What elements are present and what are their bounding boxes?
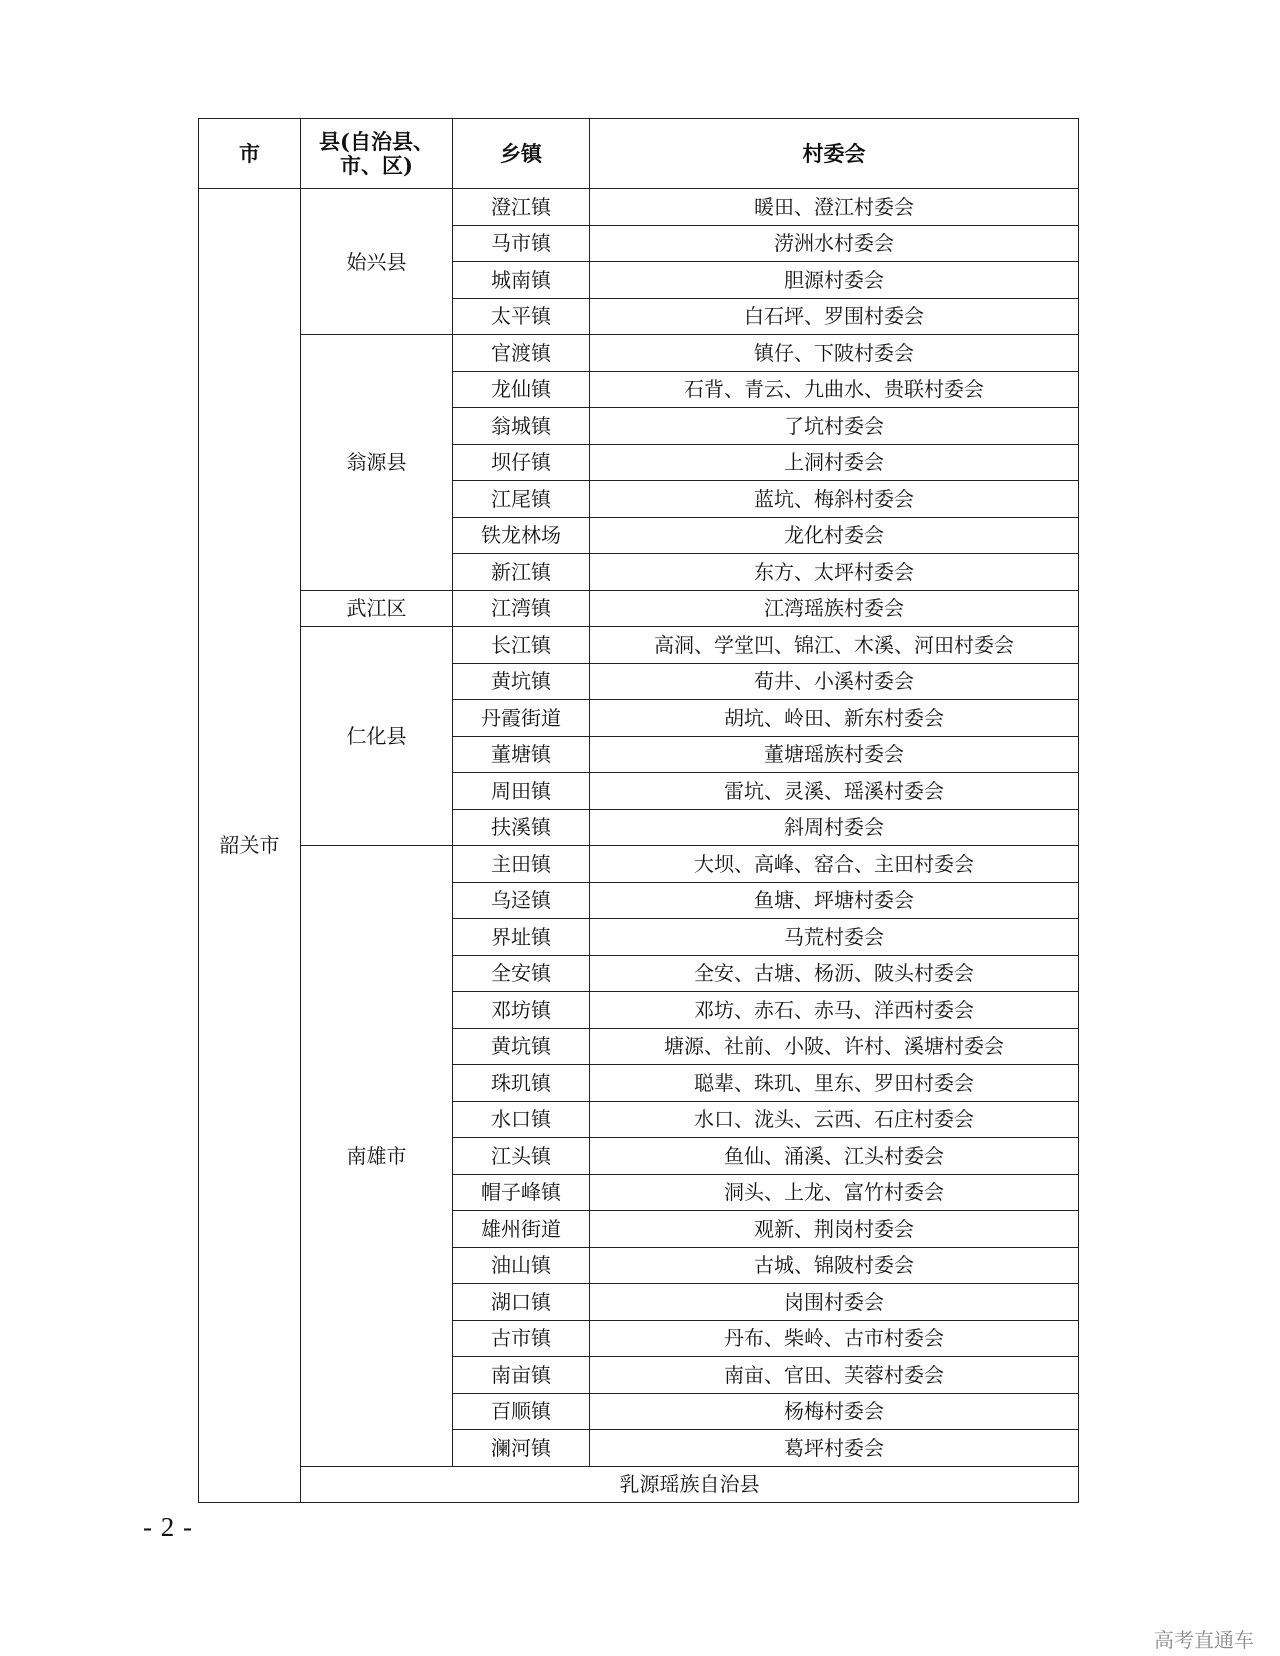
header-village: 村委会	[590, 119, 1079, 189]
town-cell: 龙仙镇	[453, 371, 590, 408]
village-cell: 石背、青云、九曲水、贵联村委会	[590, 371, 1079, 408]
table-header-row	[199, 119, 1079, 189]
village-cell: 涝洲水村委会	[590, 225, 1079, 262]
village-cell: 龙化村委会	[590, 517, 1079, 554]
village-cell: 鱼塘、坪塘村委会	[590, 882, 1079, 919]
city-cell: 韶关市	[199, 189, 301, 1503]
town-cell: 珠玑镇	[453, 1065, 590, 1102]
town-cell: 新江镇	[453, 554, 590, 591]
town-cell: 城南镇	[453, 262, 590, 299]
town-cell: 江头镇	[453, 1138, 590, 1175]
table-row	[199, 846, 1079, 883]
village-cell: 杨梅村委会	[590, 1393, 1079, 1430]
town-cell: 翁城镇	[453, 408, 590, 445]
village-cell: 雷坑、灵溪、瑶溪村委会	[590, 773, 1079, 810]
village-cell: 全安、古塘、杨沥、陂头村委会	[590, 955, 1079, 992]
village-cell: 南亩、官田、芙蓉村委会	[590, 1357, 1079, 1394]
village-cell: 大坝、高峰、窑合、主田村委会	[590, 846, 1079, 883]
village-cell: 马荒村委会	[590, 919, 1079, 956]
table-body	[199, 189, 1079, 1503]
town-cell: 铁龙林场	[453, 517, 590, 554]
village-cell: 岗围村委会	[590, 1284, 1079, 1321]
town-cell: 扶溪镇	[453, 809, 590, 846]
town-cell: 长江镇	[453, 627, 590, 664]
town-cell: 帽子峰镇	[453, 1174, 590, 1211]
table-row	[199, 335, 1079, 372]
town-cell: 江湾镇	[453, 590, 590, 627]
village-cell: 水口、泷头、云西、石庄村委会	[590, 1101, 1079, 1138]
town-cell: 官渡镇	[453, 335, 590, 372]
town-cell: 百顺镇	[453, 1393, 590, 1430]
town-cell: 水口镇	[453, 1101, 590, 1138]
village-cell: 董塘瑶族村委会	[590, 736, 1079, 773]
village-cell: 葛坪村委会	[590, 1430, 1079, 1467]
town-cell: 江尾镇	[453, 481, 590, 518]
town-cell: 澜河镇	[453, 1430, 590, 1467]
village-cell: 丹布、柴岭、古市村委会	[590, 1320, 1079, 1357]
village-cell: 白石坪、罗围村委会	[590, 298, 1079, 335]
village-cell: 镇仔、下陂村委会	[590, 335, 1079, 372]
village-cell: 荀井、小溪村委会	[590, 663, 1079, 700]
village-cell: 鱼仙、涌溪、江头村委会	[590, 1138, 1079, 1175]
county-cell: 始兴县	[301, 189, 453, 335]
village-cell: 古城、锦陂村委会	[590, 1247, 1079, 1284]
village-cell: 聪辈、珠玑、里东、罗田村委会	[590, 1065, 1079, 1102]
town-cell: 澄江镇	[453, 189, 590, 226]
village-cell: 观新、荆岗村委会	[590, 1211, 1079, 1248]
watermark: 高考直通车	[1154, 1628, 1254, 1652]
town-cell: 主田镇	[453, 846, 590, 883]
village-committee-table	[198, 118, 1079, 1503]
town-cell: 雄州街道	[453, 1211, 590, 1248]
village-cell: 暖田、澄江村委会	[590, 189, 1079, 226]
village-cell: 洞头、上龙、富竹村委会	[590, 1174, 1079, 1211]
town-cell: 周田镇	[453, 773, 590, 810]
town-cell: 黄坑镇	[453, 1028, 590, 1065]
town-cell: 丹霞街道	[453, 700, 590, 737]
village-cell: 蓝坑、梅斜村委会	[590, 481, 1079, 518]
village-cell: 江湾瑶族村委会	[590, 590, 1079, 627]
town-cell: 坝仔镇	[453, 444, 590, 481]
town-cell: 界址镇	[453, 919, 590, 956]
footer-county-cell: 乳源瑶族自治县	[301, 1466, 1079, 1502]
town-cell: 乌迳镇	[453, 882, 590, 919]
town-cell: 湖口镇	[453, 1284, 590, 1321]
town-cell: 南亩镇	[453, 1357, 590, 1394]
village-cell: 胆源村委会	[590, 262, 1079, 299]
town-cell: 邓坊镇	[453, 992, 590, 1029]
table-row	[199, 590, 1079, 627]
village-cell: 上洞村委会	[590, 444, 1079, 481]
village-cell: 斜周村委会	[590, 809, 1079, 846]
town-cell: 全安镇	[453, 955, 590, 992]
county-cell: 南雄市	[301, 846, 453, 1467]
header-city: 市	[199, 119, 301, 189]
county-cell: 武江区	[301, 590, 453, 627]
village-cell: 高洞、学堂凹、锦江、木溪、河田村委会	[590, 627, 1079, 664]
county-cell: 仁化县	[301, 627, 453, 846]
page-number: - 2 -	[143, 1512, 193, 1542]
table-row	[199, 627, 1079, 664]
village-cell: 塘源、社前、小陂、许村、溪塘村委会	[590, 1028, 1079, 1065]
town-cell: 董塘镇	[453, 736, 590, 773]
village-cell: 邓坊、赤石、赤马、洋西村委会	[590, 992, 1079, 1029]
village-cell: 胡坑、岭田、新东村委会	[590, 700, 1079, 737]
county-cell: 翁源县	[301, 335, 453, 591]
table-row-footer	[199, 1466, 1079, 1502]
town-cell: 太平镇	[453, 298, 590, 335]
town-cell: 马市镇	[453, 225, 590, 262]
town-cell: 古市镇	[453, 1320, 590, 1357]
village-cell: 了坑村委会	[590, 408, 1079, 445]
header-county: 县(自治县、市、区)	[301, 119, 453, 189]
village-cell: 东方、太坪村委会	[590, 554, 1079, 591]
header-town: 乡镇	[453, 119, 590, 189]
town-cell: 油山镇	[453, 1247, 590, 1284]
town-cell: 黄坑镇	[453, 663, 590, 700]
table-row	[199, 189, 1079, 226]
